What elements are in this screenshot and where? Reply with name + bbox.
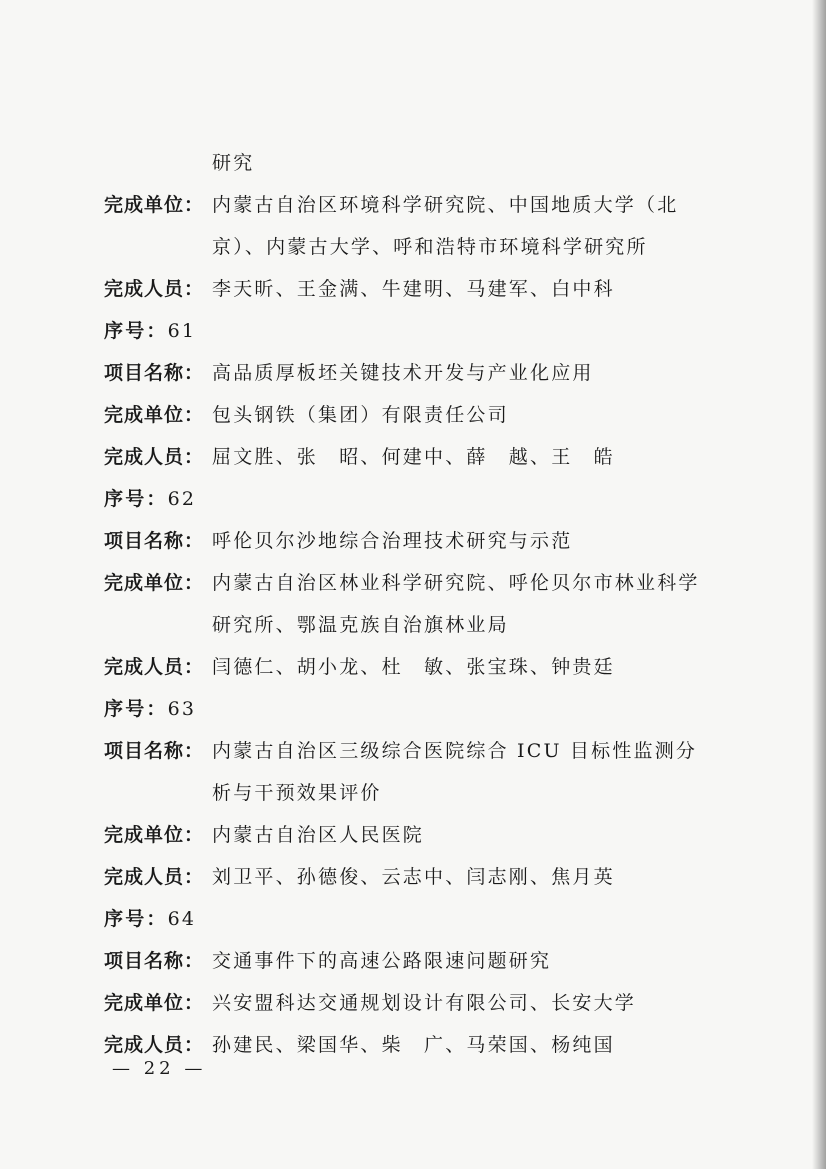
project-name-continuation: 析与干预效果评价 xyxy=(212,782,382,804)
project-name-value: 高品质厚板坯关键技术开发与产业化应用 xyxy=(212,362,594,384)
unit-value: 内蒙古自治区环境科学研究院、中国地质大学（北 xyxy=(212,194,679,216)
people-value: 屈文胜、张 昭、何建中、薛 越、王 皓 xyxy=(212,446,615,468)
page-number: — 22 — xyxy=(112,1058,207,1079)
unit-label: 完成单位： xyxy=(104,992,205,1014)
unit-continuation: 研究所、鄂温克族自治旗林业局 xyxy=(212,614,509,636)
project-name-value: 内蒙古自治区三级综合医院综合 ICU 目标性监测分 xyxy=(212,740,698,762)
entry-block xyxy=(104,310,724,478)
people-value: 李天昕、王金满、牛建明、马建军、白中科 xyxy=(212,278,615,300)
people-label: 完成人员： xyxy=(104,656,205,678)
unit-value: 兴安盟科达交通规划设计有限公司、长安大学 xyxy=(212,992,637,1014)
seq-label: 序号： xyxy=(104,908,168,930)
seq-number: 64 xyxy=(167,908,197,930)
project-name-row xyxy=(104,352,724,394)
seq-label: 序号： xyxy=(104,698,168,720)
intro-unit-row xyxy=(104,184,724,226)
seq-number: 62 xyxy=(167,488,197,510)
intro-people-row xyxy=(104,268,724,310)
seq-label: 序号： xyxy=(104,488,168,510)
unit-row xyxy=(104,814,724,856)
people-row xyxy=(104,436,724,478)
project-name-value: 呼伦贝尔沙地综合治理技术研究与示范 xyxy=(212,530,573,552)
people-value: 刘卫平、孙德俊、云志中、闫志刚、焦月英 xyxy=(212,866,615,888)
seq-number: 63 xyxy=(167,698,197,720)
entry-block xyxy=(104,898,724,1066)
intro-continuation: 研究 xyxy=(212,152,255,174)
people-value: 孙建民、梁国华、柴 广、马荣国、杨纯国 xyxy=(212,1034,615,1056)
project-name-label: 项目名称： xyxy=(104,740,205,762)
unit-label: 完成单位： xyxy=(104,824,205,846)
scan-edge-shadow xyxy=(812,0,826,1169)
project-name-value: 交通事件下的高速公路限速问题研究 xyxy=(212,950,552,972)
seq-row xyxy=(104,310,724,352)
people-label: 完成人员： xyxy=(104,1034,205,1056)
project-name-label: 项目名称： xyxy=(104,362,205,384)
unit-value: 包头钢铁（集团）有限责任公司 xyxy=(212,404,509,426)
people-value: 闫德仁、胡小龙、杜 敏、张宝珠、钟贵廷 xyxy=(212,656,615,678)
people-row xyxy=(104,646,724,688)
seq-row xyxy=(104,688,724,730)
unit-row xyxy=(104,982,724,1024)
entry-block xyxy=(104,478,724,688)
unit-row xyxy=(104,562,724,604)
unit-label: 完成单位： xyxy=(104,404,205,426)
people-label: 完成人员： xyxy=(104,446,205,468)
people-label: 完成人员： xyxy=(104,866,205,888)
project-name-label: 项目名称： xyxy=(104,950,205,972)
unit-row xyxy=(104,394,724,436)
unit-label: 完成单位： xyxy=(104,194,205,216)
seq-row xyxy=(104,898,724,940)
unit-value: 内蒙古自治区林业科学研究院、呼伦贝尔市林业科学 xyxy=(212,572,700,594)
people-row xyxy=(104,856,724,898)
unit-value: 内蒙古自治区人民医院 xyxy=(212,824,425,846)
project-name-row xyxy=(104,730,724,772)
project-name-label: 项目名称： xyxy=(104,530,205,552)
project-name-row xyxy=(104,940,724,982)
entries-list xyxy=(104,310,724,1066)
unit-label: 完成单位： xyxy=(104,572,205,594)
intro-unit-continuation: 京）、内蒙古大学、呼和浩特市环境科学研究所 xyxy=(212,236,648,258)
seq-label: 序号： xyxy=(104,320,168,342)
seq-number: 61 xyxy=(167,320,197,342)
entry-block xyxy=(104,688,724,898)
seq-row xyxy=(104,478,724,520)
people-label: 完成人员： xyxy=(104,278,205,300)
project-name-row xyxy=(104,520,724,562)
award-list xyxy=(104,142,724,1066)
